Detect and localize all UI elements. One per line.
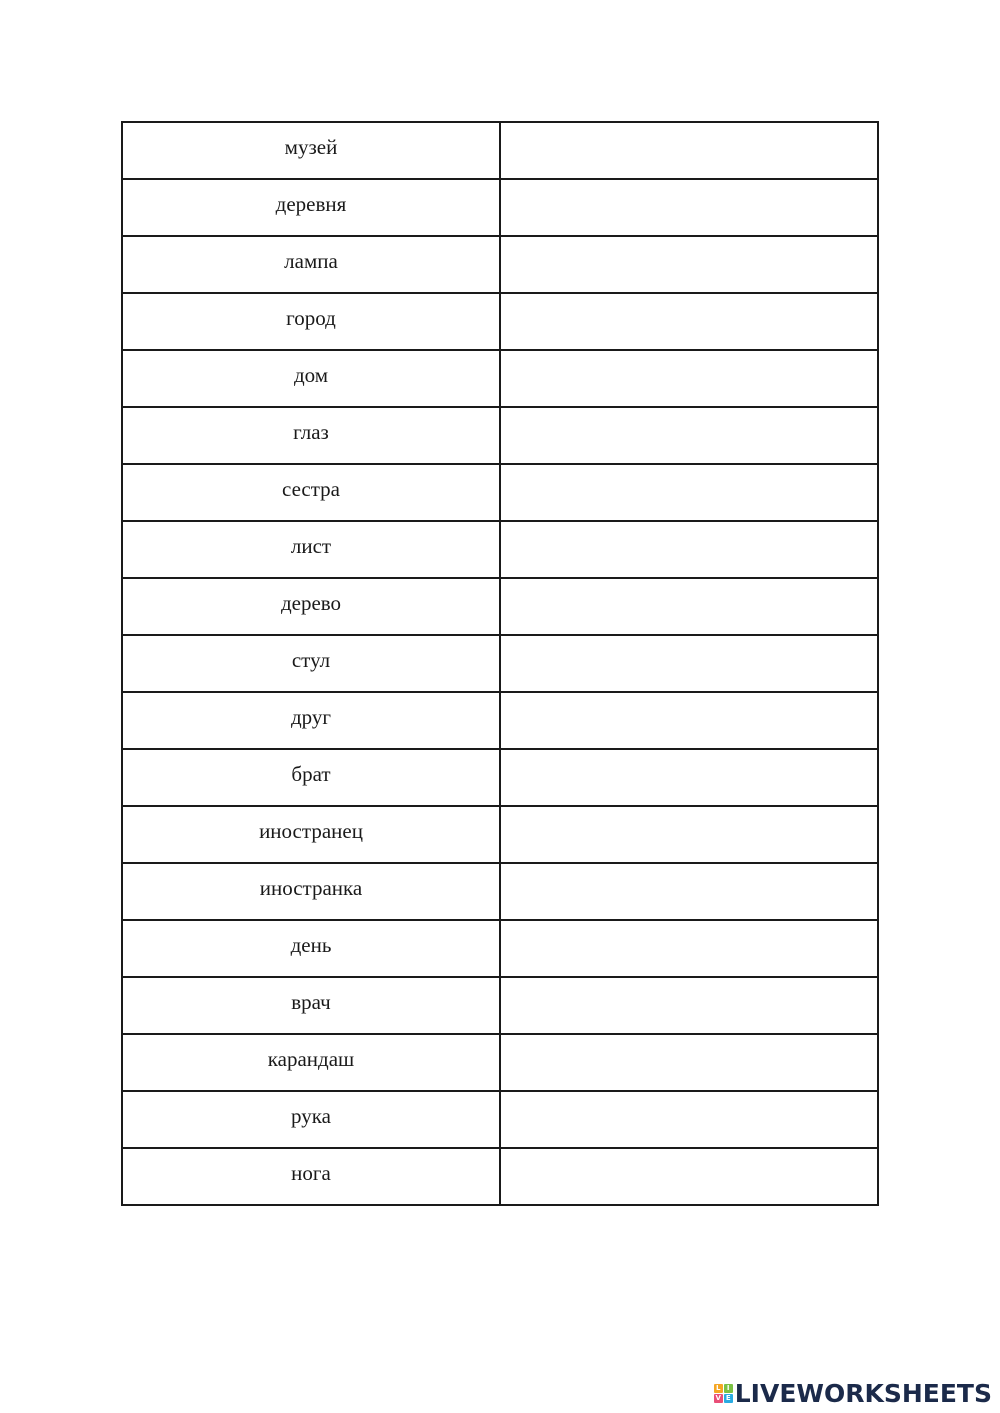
word-cell: врач: [122, 977, 500, 1034]
table-row: [122, 1091, 878, 1148]
logo-mark-icon: [714, 1384, 733, 1403]
logo-mark-tile: V: [715, 1393, 721, 1402]
answer-cell[interactable]: [500, 236, 878, 293]
table-row: [122, 464, 878, 521]
answer-cell[interactable]: [500, 635, 878, 692]
word-cell: музей: [122, 122, 500, 179]
word-cell: дом: [122, 350, 500, 407]
logo-mark-tile: I: [724, 1384, 733, 1393]
answer-cell[interactable]: [500, 1091, 878, 1148]
answer-cell[interactable]: [500, 806, 878, 863]
table-row: [122, 179, 878, 236]
word-cell: иностранец: [122, 806, 500, 863]
word-cell: деревня: [122, 179, 500, 236]
table-row: [122, 407, 878, 464]
answer-cell[interactable]: [500, 1034, 878, 1091]
table-row: [122, 122, 878, 179]
table-row: [122, 521, 878, 578]
answer-cell[interactable]: [500, 749, 878, 806]
table-row: [122, 350, 878, 407]
logo-mark-tile: L: [714, 1384, 723, 1393]
answer-cell[interactable]: [500, 977, 878, 1034]
word-cell: иностранка: [122, 863, 500, 920]
answer-cell[interactable]: [500, 122, 878, 179]
table-row: [122, 977, 878, 1034]
word-cell: стул: [122, 635, 500, 692]
liveworksheets-logo: [714, 1379, 992, 1407]
word-cell: лист: [122, 521, 500, 578]
table-row: [122, 806, 878, 863]
answer-cell[interactable]: [500, 521, 878, 578]
word-cell: лампа: [122, 236, 500, 293]
answer-cell[interactable]: [500, 692, 878, 749]
table-row: [122, 635, 878, 692]
table-row: [122, 293, 878, 350]
table-row: [122, 749, 878, 806]
answer-cell[interactable]: [500, 464, 878, 521]
word-cell: сестра: [122, 464, 500, 521]
answer-cell[interactable]: [500, 578, 878, 635]
word-cell: рука: [122, 1091, 500, 1148]
word-cell: друг: [122, 692, 500, 749]
word-cell: дерево: [122, 578, 500, 635]
word-cell: карандаш: [122, 1034, 500, 1091]
answer-cell[interactable]: [500, 179, 878, 236]
table-row: [122, 578, 878, 635]
logo-text: LIVEWORKSHEETS: [734, 1378, 992, 1408]
word-cell: город: [122, 293, 500, 350]
vocabulary-table: [121, 121, 879, 1206]
word-cell: брат: [122, 749, 500, 806]
table-row: [122, 236, 878, 293]
table-row: [122, 920, 878, 977]
table-row: [122, 1148, 878, 1205]
logo-mark-tile: E: [724, 1394, 733, 1403]
table-row: [122, 692, 878, 749]
answer-cell[interactable]: [500, 407, 878, 464]
word-cell: глаз: [122, 407, 500, 464]
answer-cell[interactable]: [500, 293, 878, 350]
word-cell: нога: [122, 1148, 500, 1205]
answer-cell[interactable]: [500, 1148, 878, 1205]
word-cell: день: [122, 920, 500, 977]
answer-cell[interactable]: [500, 920, 878, 977]
table-row: [122, 1034, 878, 1091]
table-row: [122, 863, 878, 920]
answer-cell[interactable]: [500, 863, 878, 920]
vocabulary-table-body: [122, 122, 878, 1205]
answer-cell[interactable]: [500, 350, 878, 407]
